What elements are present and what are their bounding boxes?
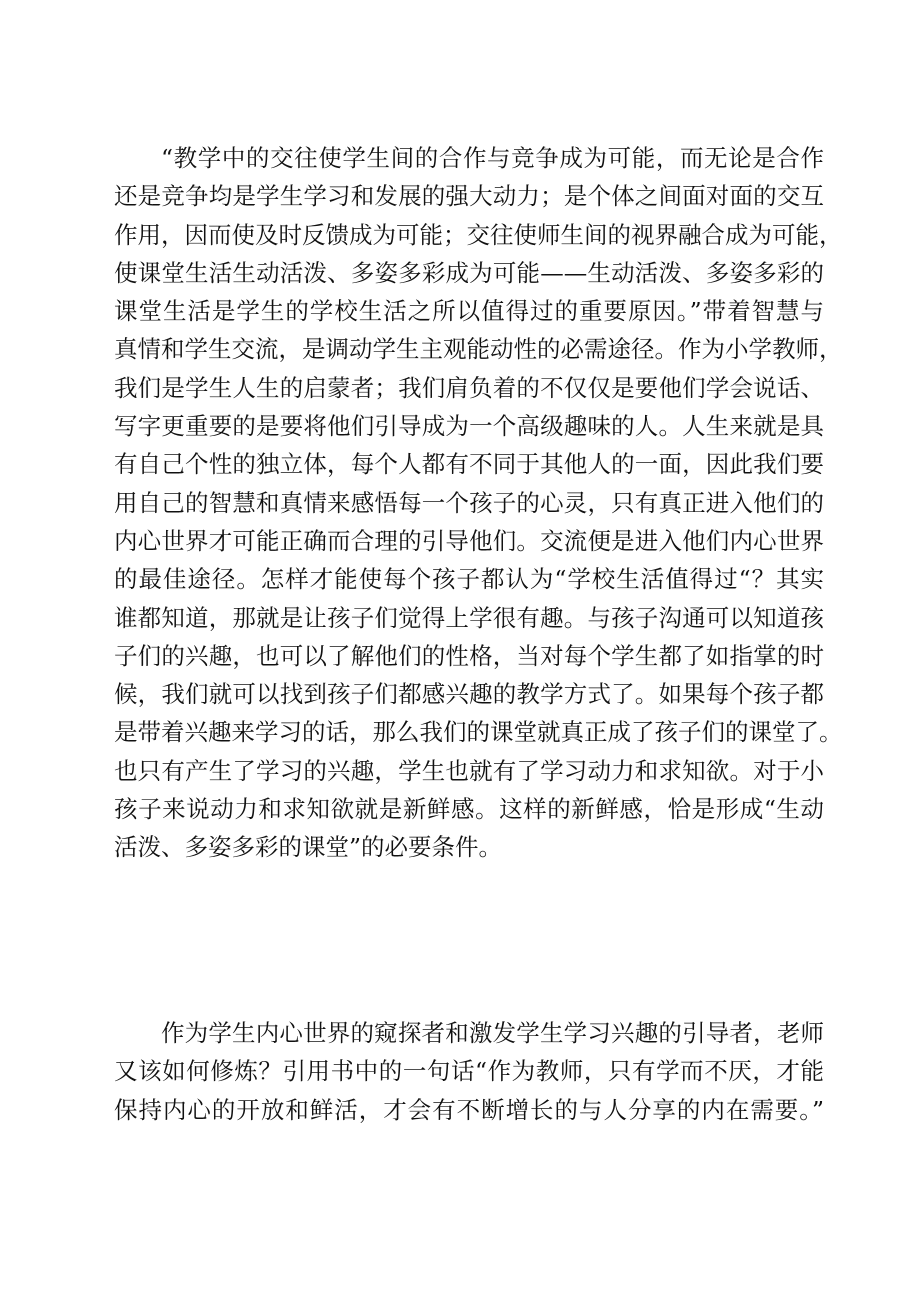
- text-line: 孩子来说动力和求知欲就是新鲜感。这样的新鲜感，恰是形成“生动: [114, 795, 824, 824]
- text-line: 谁都知道，那就是让孩子们觉得上学很有趣。与孩子沟通可以知道孩: [114, 603, 824, 632]
- text-line: 作为学生内心世界的窥探者和激发学生学习兴趣的引导者，老师: [161, 1019, 824, 1047]
- text-line: “教学中的交往使学生间的合作与竞争成为可能，而无论是合作: [161, 144, 824, 172]
- text-line: 真情和学生交流，是调动学生主观能动性的必需途径。作为小学教师，: [114, 335, 843, 364]
- text-line: 有自己个性的独立体，每个人都有不同于其他人的一面，因此我们要: [114, 450, 824, 479]
- text-line: 内心世界才可能正确而合理的引导他们。交流便是进入他们内心世界: [114, 526, 824, 555]
- text-line: 活泼、多姿多彩的课堂”的必要条件。: [114, 833, 503, 862]
- text-line: 课堂生活是学生的学校生活之所以值得过的重要原因。”带着智慧与: [114, 297, 824, 326]
- text-line: 使课堂生活生动活泼、多姿多彩成为可能——生动活泼、多姿多彩的: [114, 258, 824, 287]
- text-line: 子们的兴趣，也可以了解他们的性格，当对每个学生都了如指掌的时: [114, 641, 824, 670]
- text-line: 我们是学生人生的启蒙者；我们肩负着的不仅仅是要他们学会说话、: [114, 373, 824, 402]
- text-line: 保持内心的开放和鲜活，才会有不断增长的与人分享的内在需要。”: [114, 1095, 824, 1124]
- paragraph-1: [114, 139, 843, 867]
- text-line: 写字更重要的是要将他们引导成为一个高级趣味的人。人生来就是具: [114, 412, 824, 441]
- text-line: 是带着兴趣来学习的话，那么我们的课堂就真正成了孩子们的课堂了。: [114, 718, 843, 747]
- text-line: 还是竞争均是学生学习和发展的强大动力；是个体之间面对面的交互: [114, 182, 824, 211]
- text-line: 的最佳途径。怎样才能使每个孩子都认为“学校生活值得过“？其实: [114, 565, 824, 594]
- text-line: 也只有产生了学习的兴趣，学生也就有了学习动力和求知欲。对于小: [114, 756, 824, 785]
- text-line: 作用，因而使及时反馈成为可能；交往使师生间的视界融合成为可能，: [114, 220, 843, 249]
- text-line: 又该如何修炼？引用书中的一句话“作为教师，只有学而不厌，才能: [114, 1057, 824, 1086]
- text-line: 用自己的智慧和真情来感悟每一个孩子的心灵，只有真正进入他们的: [114, 488, 824, 517]
- paragraph-2: [114, 1014, 824, 1129]
- text-line: 候，我们就可以找到孩子们都感兴趣的教学方式了。如果每个孩子都: [114, 680, 824, 709]
